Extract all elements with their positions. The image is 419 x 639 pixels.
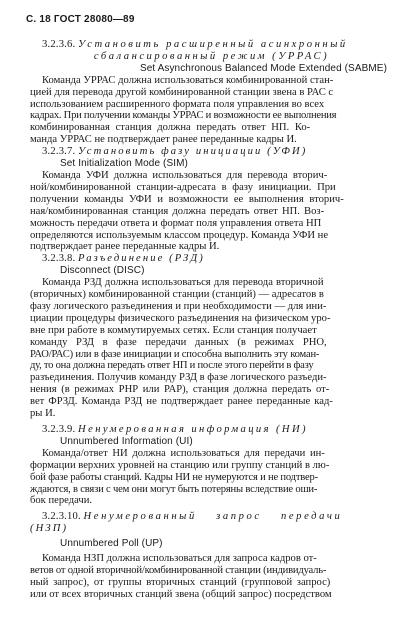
body-line: циации процедуры физического разъединения на физическом уро- [30, 312, 331, 324]
body-line: или от всех вторичных станций звена (общий запрос) посредством [30, 588, 332, 600]
clause-heading [30, 146, 393, 158]
body-line: ждаются, в связи с чем они могут быть потеряны вследствие оши- [30, 483, 318, 495]
clause-title: Установить расширенный асинхронный [78, 39, 348, 50]
clause-title-continued: (НЗП) [30, 523, 69, 535]
body-line: кадрах. При получении команды УРРАС и возможности ее выполнения [30, 110, 337, 122]
english-term: Set Initialization Mode (SIM) [60, 158, 188, 170]
body-line: команду РЗД в фазе передачи данных (в режимах РНО, [30, 336, 327, 348]
clause-title: Установить фазу инициации (УФИ) [78, 146, 308, 158]
body-line: Команда УРРАС должна использоваться комбинированной стан- [42, 74, 334, 86]
body-line: (вторичных) комбинированной станции (станций) — адресатов в [30, 289, 324, 301]
body-line: формации верхних уровней на станцию или группу станций в лю- [30, 459, 330, 471]
body-line: ный запрос), от группы вторичных станций (групповой запрос) [30, 576, 331, 588]
section-3-2-3-6 [30, 39, 393, 146]
clause-heading [30, 424, 393, 436]
body-line: подтверждает ранее переданные кадры И. [30, 241, 220, 253]
section-3-2-3-8 [30, 253, 393, 420]
body-line: РАО/РАС) или в фазе инициации и способна выполнить эту коман- [30, 348, 320, 360]
body-line: разъединения. Получив команду РЗД в фазе логического разъеди- [30, 372, 327, 384]
clause-title: Разъединение (РЗД) [78, 253, 205, 265]
clause-number: 3.2.3.6. [42, 39, 76, 50]
body-line: фазу логического разъединения и при необходимости — для ини- [30, 300, 327, 312]
clause-number: 3.2.3.10. [42, 511, 81, 523]
document-body [30, 39, 393, 601]
body-line: бок передачи. [30, 495, 93, 507]
clause-title: Ненумерованный запрос передачи [83, 511, 343, 523]
body-line: Команда РЗД должна использоваться для перевода вторичной [42, 277, 324, 289]
body-line: бой фазе работы станций. Кадры НИ не нумеруются и не подтвер- [30, 471, 318, 483]
section-3-2-3-7 [30, 146, 393, 253]
body-line: использованием расширенного формата поля управления во всех [30, 98, 325, 110]
body-line: ная/комбинированная станция должна передать ответ НП. Воз- [30, 205, 325, 217]
body-line: ры И. [30, 408, 56, 420]
body-line: ной/комбинированной станции-адресата в фазу инициации. При [30, 181, 336, 193]
body-line: Команда УФИ должна использоваться для перевода вторич- [42, 169, 328, 181]
body-line: Команда НЗП должна использоваться для запроса кадров от- [42, 553, 317, 565]
body-line: определяются используемым классом процедур. Команда УФИ не [30, 229, 329, 241]
page-header: С. 18 ГОСТ 28080—89 [26, 14, 135, 25]
clause-title: Ненумерованная информация (НИ) [78, 424, 308, 435]
clause-number: 3.2.3.9. [42, 424, 76, 435]
body-line: ду, то она должна передать ответ НП и после этого перейти в фазу [30, 360, 314, 372]
english-term: Disconnect (DISC) [60, 265, 145, 277]
body-line: Команда/ответ НИ должна использоваться для передачи ин- [42, 447, 325, 459]
english-term: Unnumbered Information (UI) [60, 435, 193, 447]
body-line: цией для перевода другой комбинированной станции звена в РАС с [30, 86, 334, 98]
english-term: Set Asynchronous Balanced Mode Extended (SABME) [139, 62, 387, 74]
body-line: вне при работе в коммутируемых сетях. Если станция получает [30, 324, 317, 336]
english-term: Unnumbered Poll (UP) [60, 538, 163, 550]
clause-number: 3.2.3.8. [42, 253, 76, 265]
body-line: можность передачи ответа и формат поля управления ответа НП [30, 217, 322, 229]
body-line: нения (в режимах РНР или РАР), станция должна передать от- [30, 384, 330, 396]
body-line: комбинированная станция должна передать ответ НП. Ко- [30, 122, 311, 134]
clause-title-continued: сбалансированный режим (УРРАС) [93, 50, 330, 62]
body-line: вет ФРЗД. Команда РЗД не подтверждает ранее переданные кад- [30, 396, 333, 408]
clause-number: 3.2.3.7. [42, 146, 76, 158]
clause-heading [30, 39, 393, 51]
body-line: манда УРРАС не подтверждает ранее переданные кадры И. [30, 134, 297, 146]
body-line: получении команды УФИ и возможности ее выполнения вторич- [30, 193, 344, 205]
clause-heading [30, 253, 393, 265]
clause-heading [30, 511, 393, 523]
section-3-2-3-9 [30, 424, 393, 507]
section-3-2-3-10 [30, 511, 393, 600]
body-line: ветов от одной вторичной/комбинированной станции (индивидуаль- [30, 564, 327, 576]
